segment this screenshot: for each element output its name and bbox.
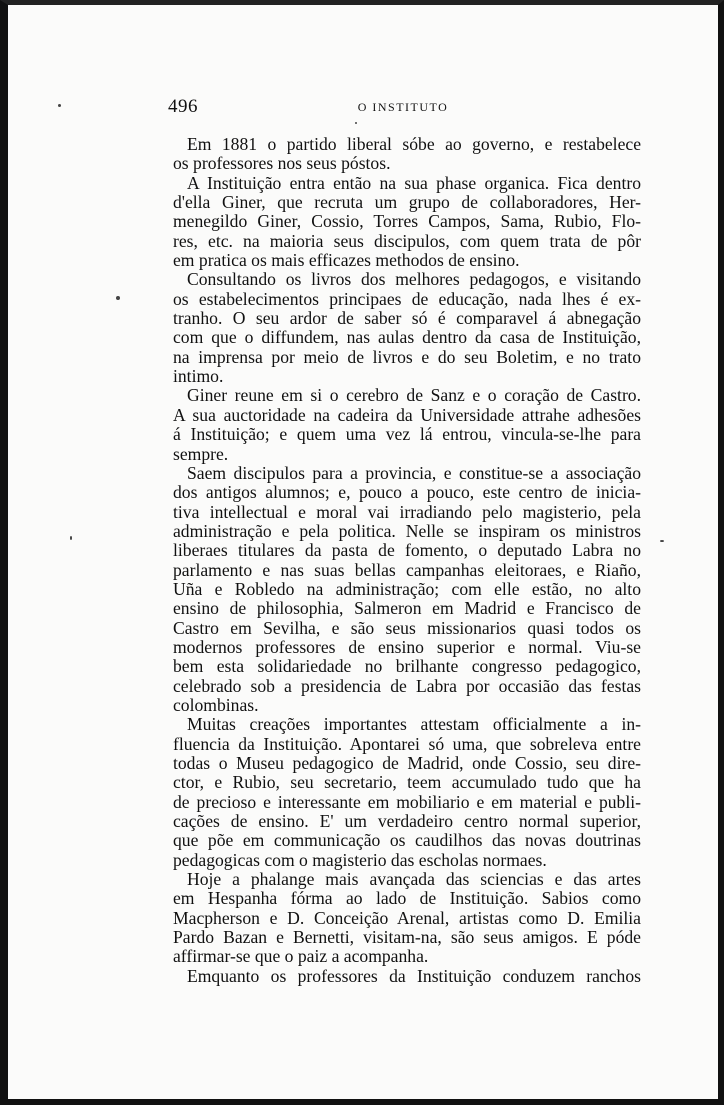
text-line: tiva intellectual e moral vai irradiando pelo magisterio, pela [173,501,641,522]
running-title: O INSTITUTO [357,100,449,114]
scan-speck [58,104,61,107]
text-line: todas o Museu pedagogico de Madrid, onde Cossio, seu dire- [173,753,641,773]
text-line: de precioso e interessante em mobiliario e em material e publi- [173,791,641,812]
text-line: A sua auctoridade na cadeira da Universidade attrahe adhesões [173,404,641,425]
text-line: d'ella Giner, que recruta um grupo de collaboradores, Her- [173,192,641,213]
scan-speck [355,122,357,124]
running-header [168,96,638,120]
text-line: á Instituição; e quem uma vez lá entrou, vincula-se-lhe para [173,424,641,445]
text-line: em Hespanha fórma ao lado de Instituição. Sabios como [173,888,641,909]
text-line: Muitas creações importantes attestam officialmente a in- [187,714,641,735]
text-line: Em 1881 o partido liberal sóbe ao governo, e restabelece [187,134,641,154]
text-line: fluencia da Instituição. Apontarei só uma, que sobreleva entre [173,733,641,754]
text-line: Consultando os livros dos melhores pedagogos, e visitando [187,269,641,290]
text-line: os professores nos seus póstos. [173,153,391,174]
text-line: com que o diffundem, nas aulas dentro da casa de Instituição, [173,327,641,348]
text-line: celebrado sob a presidencia de Labra por occasião das festas [173,675,641,696]
text-line: dos antigos alumnos; e, pouco a pouco, este centro de inicia- [173,482,641,503]
text-line: modernos professores de ensino superior e normal. Viu-se [173,636,641,657]
page-number: 496 [168,96,198,117]
text-line: ctor, e Rubio, seu secretario, teem accumulado tudo que ha [173,772,641,793]
text-line: A Instituição entra então na sua phase organica. Fica dentro [187,172,641,193]
scan-speck [116,296,120,300]
text-line: administração e pela politica. Nelle se inspiram os ministros [173,520,641,541]
text-line: bem esta solidariedade no brilhante congresso pedagogico, [173,656,641,677]
text-body [173,135,641,986]
text-line: tranho. O seu ardor de saber só é comparavel á abnegação [173,308,641,329]
text-line: pedagogicas com o magisterio das escholas normaes. [173,849,547,870]
text-line: affirmar-se que o paiz a acompanha. [173,946,429,967]
text-line: colombinas. [173,694,259,715]
scan-speck [660,540,664,542]
scan-speck [70,536,72,540]
text-line: na imprensa por meio de livros e do seu Boletim, e no trato [173,346,641,367]
text-line: res, etc. na maioria seus discipulos, com quem trata de pôr [173,230,641,251]
text-line: Hoje a phalange mais avançada das sciencias e das artes [187,869,641,890]
text-line: ensino de philosophia, Salmeron em Madrid e Francisco de [173,598,641,619]
text-line: sempre. [173,443,229,464]
text-line: que põe em communicação os caudilhos das novas doutrinas [173,830,641,851]
text-line: intimo. [173,366,224,387]
text-line: os estabelecimentos principaes de educação, nada lhes é ex- [173,288,641,309]
text-line: em pratica os mais efficazes methodos de ensino. [173,250,520,271]
text-line: Saem discipulos para a provincia, e constitue-se a associação [187,462,641,483]
text-line: liberaes titulares da pasta de fomento, o deputado Labra no [173,540,641,561]
text-line: menegildo Giner, Cossio, Torres Campos, Sama, Rubio, Flo- [173,211,641,232]
text-line: Macpherson e D. Conceição Arenal, artistas como D. Emilia [173,907,641,928]
text-line: Giner reune em si o cerebro de Sanz e o coração de Castro. [187,385,641,406]
text-line: parlamento e nas suas bellas campanhas eleitoraes, e Riaño, [173,559,641,580]
text-line: cações de ensino. E' um verdadeiro centro normal superior, [173,811,641,832]
text-line: Emquanto os professores da Instituição conduzem ranchos [187,965,641,986]
text-line: Pardo Bazan e Bernetti, visitam-na, são seus amigos. E póde [173,927,641,948]
text-line: Castro em Sevilha, e são seus missionarios quasi todos os [173,617,641,638]
text-line: Uña e Robledo na administração; com elle estão, no alto [173,578,641,599]
